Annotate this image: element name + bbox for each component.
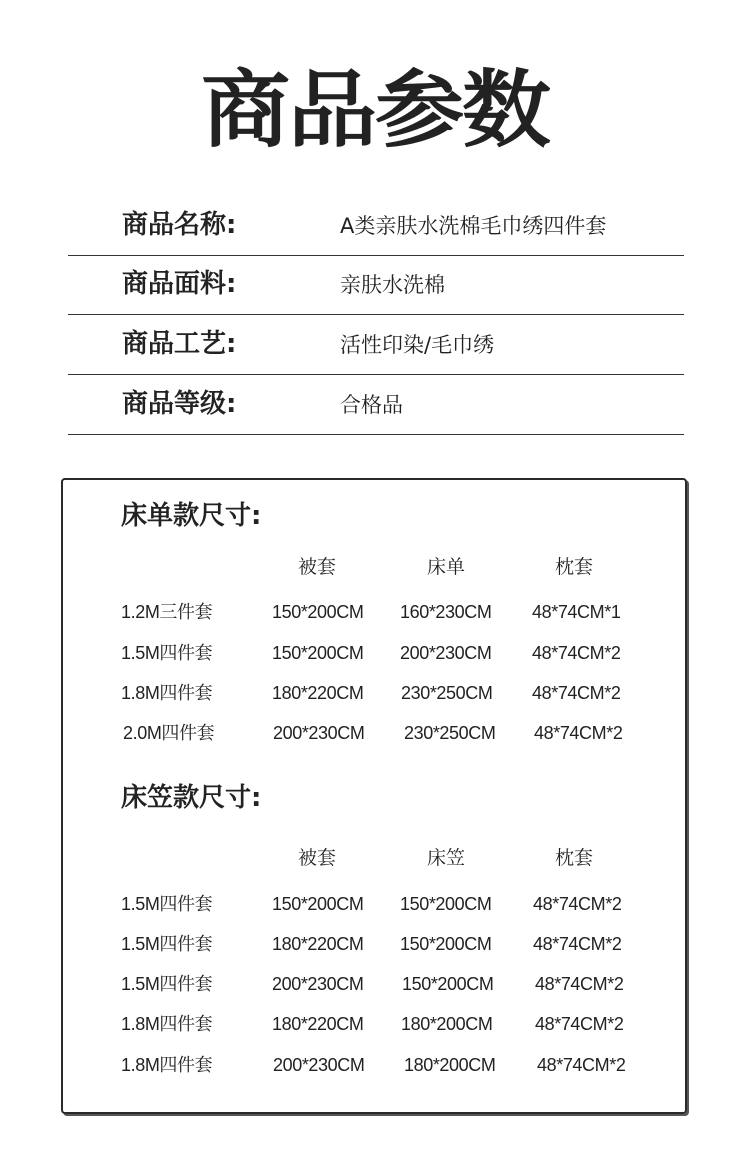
table-cell: 230*250CM — [404, 723, 496, 743]
table-cell: 48*74CM*2 — [532, 643, 621, 663]
table-cell: 1.2M三件套 — [121, 602, 213, 622]
param-row-grade — [68, 375, 684, 435]
table-cell: 200*230CM — [400, 643, 492, 663]
table-cell: 1.5M四件套 — [121, 974, 213, 994]
table-cell: 200*230CM — [272, 974, 364, 994]
table-cell: 48*74CM*2 — [535, 1014, 624, 1034]
table-cell: 1.5M四件套 — [121, 934, 213, 954]
table-cell: 48*74CM*2 — [534, 723, 623, 743]
table-cell: 180*220CM — [272, 1014, 364, 1034]
param-row-name — [68, 196, 684, 256]
param-value: A类亲肤水洗棉毛巾绣四件套 — [340, 214, 607, 238]
param-row-craft — [68, 315, 684, 375]
table-cell: 150*200CM — [272, 602, 364, 622]
table-cell: 2.0M四件套 — [123, 723, 215, 743]
table-cell: 200*230CM — [273, 723, 365, 743]
table-cell: 150*200CM — [272, 643, 364, 663]
fitted-heading: 床笠款尺寸: — [121, 783, 262, 813]
table-cell: 48*74CM*2 — [532, 683, 621, 703]
column-header: 枕套 — [555, 847, 594, 869]
table-cell: 48*74CM*2 — [535, 974, 624, 994]
param-row-fabric — [68, 255, 684, 315]
table-cell: 150*200CM — [402, 974, 494, 994]
table-cell: 180*220CM — [272, 934, 364, 954]
table-cell: 48*74CM*2 — [533, 894, 622, 914]
table-cell: 1.8M四件套 — [121, 1055, 213, 1075]
table-cell: 180*200CM — [404, 1055, 496, 1075]
table-cell: 160*230CM — [400, 602, 492, 622]
table-cell: 150*200CM — [400, 894, 492, 914]
table-cell: 1.8M四件套 — [121, 1014, 213, 1034]
table-cell: 180*200CM — [401, 1014, 493, 1034]
table-cell: 150*200CM — [400, 934, 492, 954]
table-cell: 230*250CM — [401, 683, 493, 703]
table-cell: 48*74CM*2 — [537, 1055, 626, 1075]
column-header: 被套 — [298, 556, 337, 578]
table-cell: 1.5M四件套 — [121, 894, 213, 914]
table-cell: 48*74CM*1 — [532, 602, 621, 622]
column-header: 床笠 — [427, 847, 466, 869]
table-cell: 1.8M四件套 — [121, 683, 213, 703]
page-title: 商品参数 — [201, 61, 549, 159]
table-cell: 48*74CM*2 — [533, 934, 622, 954]
table-cell: 150*200CM — [272, 894, 364, 914]
bedsheet-heading: 床单款尺寸: — [121, 501, 262, 531]
table-cell: 180*220CM — [272, 683, 364, 703]
param-value: 合格品 — [340, 393, 403, 417]
column-header: 被套 — [298, 847, 337, 869]
param-label: 商品工艺: — [122, 329, 237, 359]
param-label: 商品等级: — [122, 389, 237, 419]
param-value: 亲肤水洗棉 — [340, 273, 445, 297]
table-cell: 200*230CM — [273, 1055, 365, 1075]
divider — [68, 434, 684, 435]
param-label: 商品名称: — [122, 210, 237, 240]
table-cell: 1.5M四件套 — [121, 643, 213, 663]
column-header: 床单 — [427, 556, 466, 578]
column-header: 枕套 — [555, 556, 594, 578]
param-value: 活性印染/毛巾绣 — [340, 333, 495, 357]
param-label: 商品面料: — [122, 269, 237, 299]
